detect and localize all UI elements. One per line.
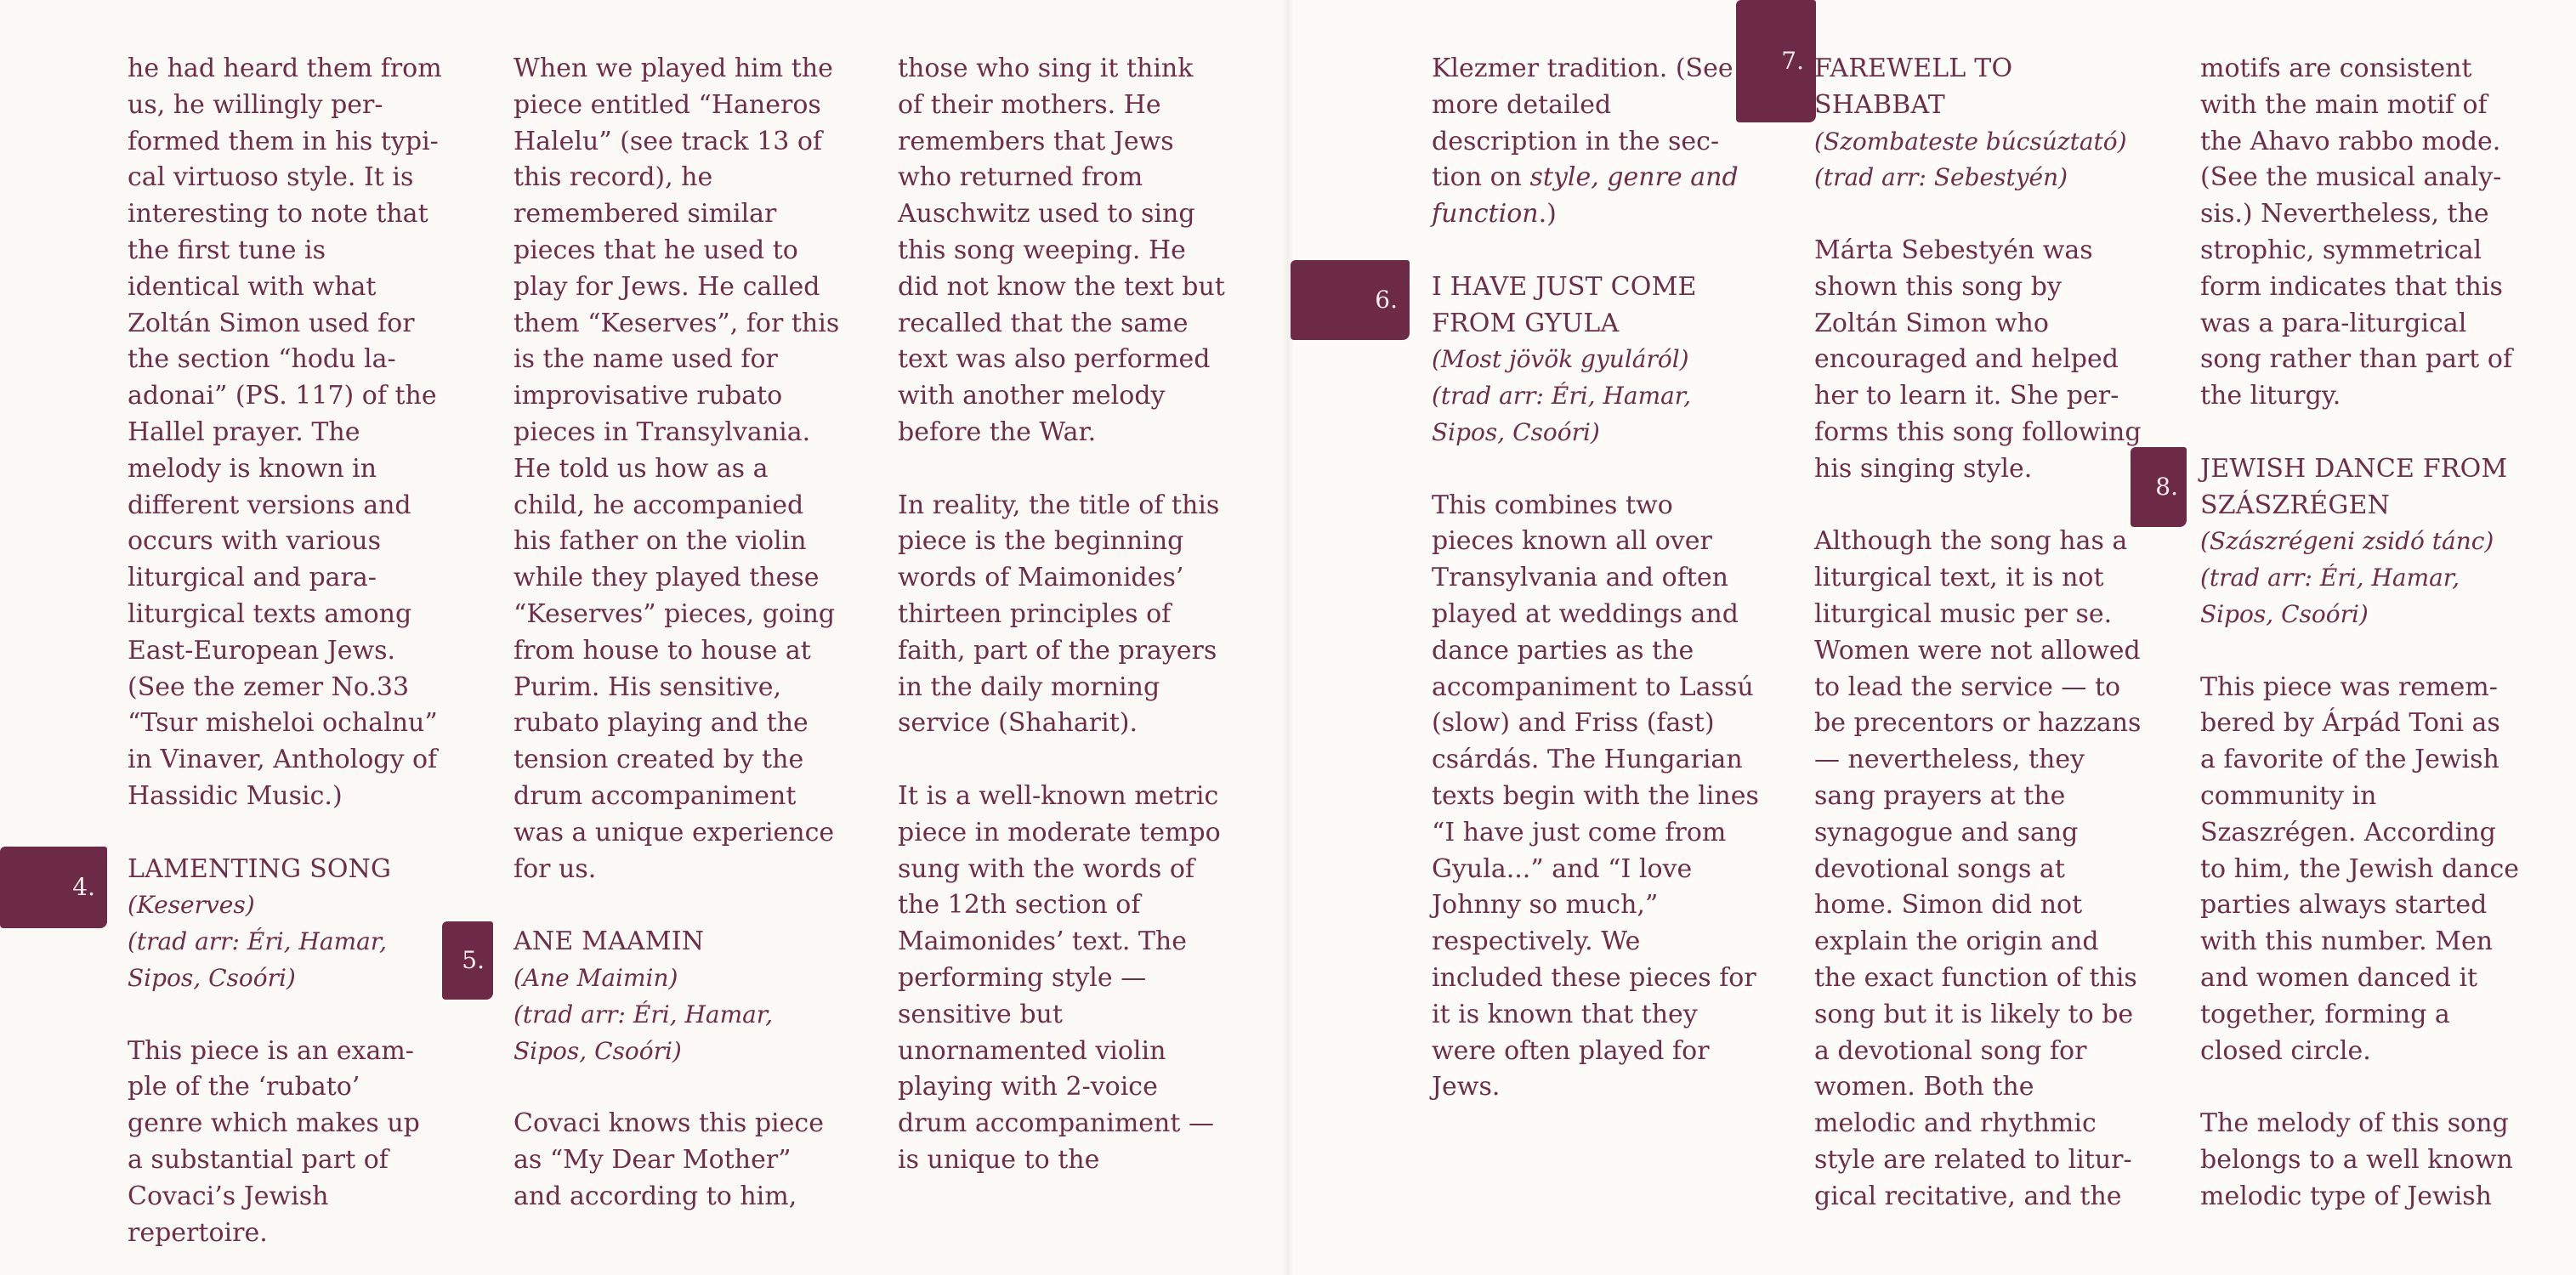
left-column-3 <box>898 51 1225 1179</box>
track-arrangement: (trad arr: Sebestyén) <box>1814 163 2068 192</box>
track-title: ANE MAAMIN <box>513 926 705 957</box>
paragraph: Although the song has a liturgical text, it is not liturgical music per se. Women were not allowed to lead the service — to be precentors or hazzans — nevertheless, they sang prayers at the synagogue and sang devotional songs at home. Simon did not explain the origin and the exact function of this song but it is likely to be a devotional song for women. Both the melodic and rhythmic style are related to liturgical recitative, and the <box>1814 526 2142 1211</box>
track-arrangement: (trad arr: Éri, Hamar, Sipos, Csoóri) <box>128 927 388 992</box>
track-original-title: (Most jövök gyuláról) <box>1432 345 1689 374</box>
track-original-title: (Ane Maimin) <box>513 963 678 992</box>
track-5-heading <box>513 924 841 1069</box>
right-column-2 <box>1814 51 2142 1216</box>
track-8-number: 8. <box>2155 473 2178 501</box>
track-title: JEWISH DANCE FROM SZÁSZRÉGEN <box>2200 453 2508 520</box>
page-fold <box>1282 0 1294 1275</box>
paragraph-italic: style, genre and function <box>1432 162 1739 230</box>
paragraph: It is a well-known metric piece in moderate tempo sung with the words of the 12th section of Maimonides’ text. The performing style — sensitive but unornamented violin playing with 2-voice drum accompaniment — is unique to the <box>898 780 1221 1175</box>
right-column-3 <box>2200 51 2523 1216</box>
track-6-marker <box>1291 260 1410 340</box>
track-title: LAMENTING SONG <box>128 853 392 884</box>
paragraph: This combines two pieces known all over Transylvania and often played at weddings and dance parties as the accompaniment to Lassú (slow) and Friss (fast) csárdás. The Hungarian texts begin with the lines “I have just come from Gyula...” and “I love Johnny so much,” respectively. We included these pieces for it is known that they were often played for Jews. <box>1432 490 1759 1102</box>
track-original-title: (Szászrégeni zsidó tánc) <box>2200 527 2494 556</box>
paragraph: Covaci knows this piece as “My Dear Mother” and according to him, <box>513 1108 824 1211</box>
paragraph: those who sing it think of their mothers. He remembers that Jews who returned from Auschwitz used to sing this song weeping. He did not know the text but recalled that the same text was also performed with another melody before the War. <box>898 54 1225 447</box>
track-arrangement: (trad arr: Éri, Hamar, Sipos, Csoóri) <box>1432 382 1692 446</box>
paragraph-end: .) <box>1538 199 1557 230</box>
track-title: FAREWELL TO SHABBAT <box>1814 54 2013 120</box>
left-column-1 <box>128 51 442 1251</box>
track-arrangement: (trad arr: Éri, Hamar, Sipos, Csoóri) <box>513 1000 774 1065</box>
right-column-1 <box>1432 51 1759 1106</box>
paragraph: Márta Sebestyén was shown this song by Zoltán Simon who encouraged and helped her to learn it. She performs this song following his singing style. <box>1814 235 2142 484</box>
left-column-2 <box>513 51 841 1216</box>
track-8-heading <box>2200 451 2523 633</box>
paragraph: motifs are consistent with the main motif of the Ahavo rabbo mode. (See the musical analysis.) Nevertheless, the strophic, symmetrical form indicates that this was a para-liturgical song rather than part of the liturgy. <box>2200 54 2513 411</box>
track-4-marker <box>0 847 107 928</box>
paragraph: he had heard them from us, he willingly performed them in his typical virtuoso style. It is interesting to note that the first tune is identical with what Zoltán Simon used for the section “hodu la-adonai” (PS. 117) of the Hallel prayer. The melody is known in different versions and occurs with various liturgical and para-liturgical texts among East-European Jews. (See the zemer No.33 “Tsur misheloi ochalnu” in Vinaver, Anthology of Hassidic Music.) <box>128 54 442 811</box>
track-4-heading <box>128 852 442 997</box>
paragraph <box>1432 51 1759 233</box>
paragraph: In reality, the title of this piece is the beginning words of Maimonides’ thirteen principles of faith, part of the prayers in the daily morning service (Shaharit). <box>898 490 1220 739</box>
track-7-number: 7. <box>1781 47 1804 75</box>
paragraph: This piece is an example of the ‘rubato’ genre which makes up a substantial part of Covaci’s Jewish repertoire. <box>128 1035 420 1248</box>
track-original-title: (Keserves) <box>128 891 255 920</box>
paragraph-text: Klezmer tradition. (See more detailed description in the section on <box>1432 54 1733 193</box>
track-4-number: 4. <box>72 873 95 901</box>
paragraph: When we played him the piece entitled “Haneros Halelu” (see track 13 of this record), he remembered similar pieces that he used to play for Jews. He called them “Keserves”, for this is the name used for improvisative rubato pieces in Transylvania. He told us how as a child, he accompanied his father on the violin while they played these “Keserves” pieces, going from house to house at Purim. His sensitive, rubato playing and the tension created by the drum accompaniment was a unique experience for us. <box>513 54 840 884</box>
paragraph: The melody of this song belongs to a well known melodic type of Jewish <box>2200 1108 2513 1211</box>
track-arrangement: (trad arr: Éri, Hamar, Sipos, Csoóri) <box>2200 564 2460 628</box>
track-original-title: (Szombateste búcsúztató) <box>1814 127 2127 156</box>
track-6-number: 6. <box>1375 286 1398 314</box>
track-5-marker <box>442 921 493 1000</box>
track-7-heading <box>1814 51 2142 196</box>
track-title: I HAVE JUST COME FROM GYULA <box>1432 271 1697 338</box>
track-5-number: 5. <box>462 946 485 974</box>
track-6-heading <box>1432 269 1759 451</box>
paragraph: This piece was remembered by Árpád Toni as a favorite of the Jewish community in Szaszrégen. According to him, the Jewish dance parties always started with this number. Men and women danced it together, forming a closed circle. <box>2200 672 2520 1066</box>
